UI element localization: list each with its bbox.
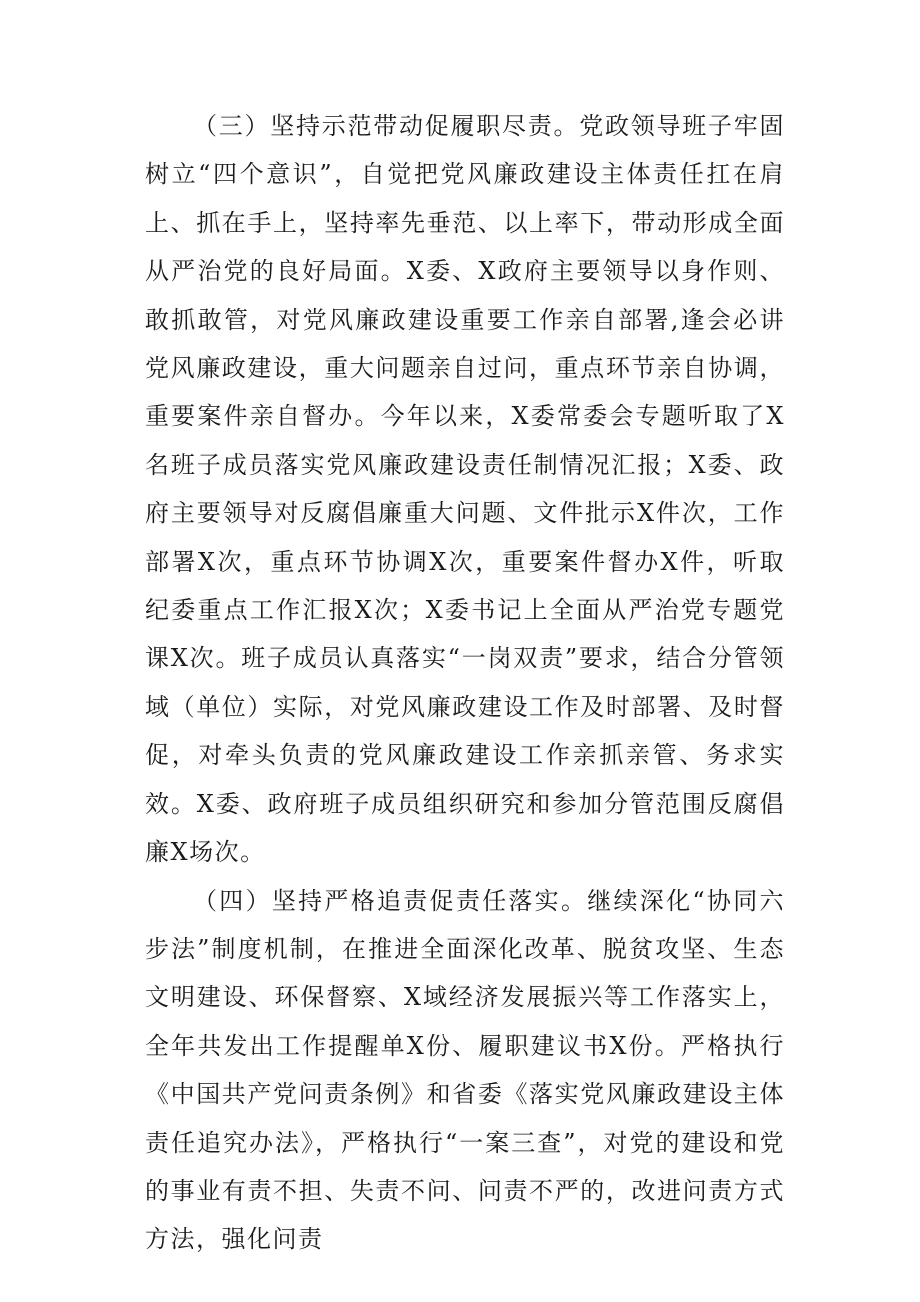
paragraph-section-three: （三）坚持示范带动促履职尽责。党政领导班子牢固树立“四个意识”，自觉把党风廉政建设主体责任扛在肩上、抓在手上，坚持率先垂范、以上率下，带动形成全面从严治党的良好局面。X委、X政府主要领导以身作则、敢抓敢管，对党风廉政建设重要工作亲自部署,逢会必讲党风廉政建设，重大问题亲自过问，重点环节亲自协调，重要案件亲自督办。今年以来，X委常委会专题听取了X名班子成员落实党风廉政建设责任制情况汇报；X委、政府主要领导对反腐倡廉重大问题、文件批示X件次，工作部署X次，重点环节协调X次，重要案件督办X件，听取纪委重点工作汇报X次；X委书记上全面从严治党专题党课X次。班子成员认真落实“一岗双责”要求，结合分管领域（单位）实际，对党风廉政建设工作及时部署、及时督促，对牵头负责的党风廉政建设工作亲抓亲管、务求实效。X委、政府班子成员组织研究和参加分管范围反腐倡廉X场次。	[145, 112, 785, 867]
document-body	[145, 102, 785, 1264]
paragraph-section-four: （四）坚持严格追责促责任落实。继续深化“协同六步法”制度机制，在推进全面深化改革、脱贫攻坚、生态文明建设、环保督察、X域经济发展振兴等工作落实上，全年共发出工作提醒单X份、履职建议书X份。严格执行《中国共产党问责条例》和省委《落实党风廉政建设主体责任追究办法》，严格执行“一案三查”，对党的建设和党的事业有责不担、失责不问、问责不严的，改进问责方式方法，强化问责	[145, 886, 785, 1254]
